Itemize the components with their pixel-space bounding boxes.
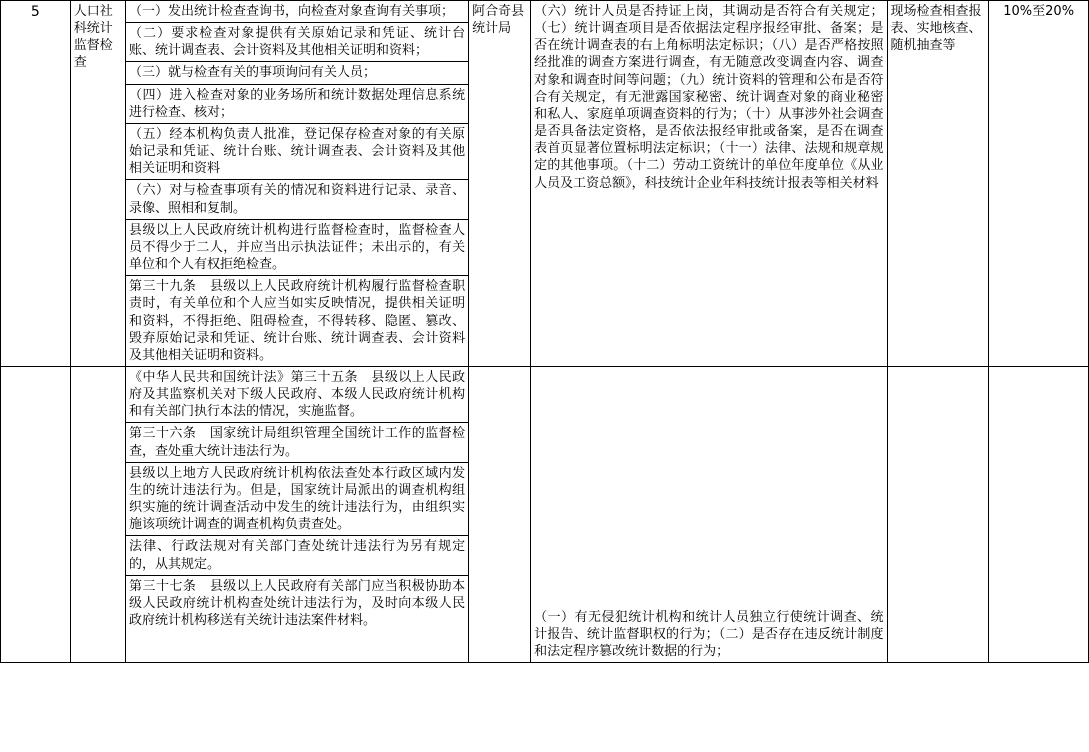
key-points-cell <box>531 1 887 367</box>
list-item: 县级以上地方人民政府统计机构依法查处本行政区域内发生的统计违法行为。但是，国家统计局派出的调查机构组织实施的统计调查活动中发生的统计违法行为，由组织实施该项统计调查的调查机构负责查处。 <box>126 462 468 536</box>
list-item: （六）对与检查事项有关的情况和资料进行记录、录音、录像、照相和复制。 <box>126 180 468 219</box>
authority-cell <box>469 1 531 367</box>
list-item: 县级以上人民政府统计机构进行监督检查时，监督检查人员不得少于二人，并应当出示执法证件；未出示的，有关单位和个人有权拒绝检查。 <box>126 219 468 275</box>
ratio: 10%至20% <box>1003 4 1075 19</box>
measures-list <box>126 367 468 631</box>
row-index: 5 <box>30 4 40 20</box>
authority-cell <box>469 366 531 662</box>
row-index-cell <box>1 366 71 662</box>
ratio-cell <box>989 366 1089 662</box>
item-name-cell <box>70 366 125 662</box>
list-item: 第三十九条 县级以上人民政府统计机构履行监督检查职责时，有关单位和个人应当如实反映情况，提供相关证明和资料，不得拒绝、阻碍检查，不得转移、隐匿、篡改、毁弃原始记录和凭证、统计台账、统计调查表、会计资料及其他相关证明和资料。 <box>129 279 466 363</box>
key-points: （一）有无侵犯统计机构和统计人员独立行使统计调查、统计报告、统计监督职权的行为；（二）是否存在违反统计制度和法定程序篡改统计数据的行为； <box>534 609 884 660</box>
list-item: （五）经本机构负责人批准，登记保存检查对象的有关原始记录和凭证、统计台账、统计调查表、会计资料及其他相关证明和资料 <box>126 123 468 179</box>
list-item: （四）进入检查对象的业务场所和统计数据处理信息系统进行检查、核对； <box>126 84 468 123</box>
list-item: 《中华人民共和国统计法》第三十五条 县级以上人民政府及其监察机关对下级人民政府、本级人民政府统计机构和有关部门执行本法的情况，实施监督。 <box>126 367 468 423</box>
list-item: （一）发出统计检查查询书，向检查对象查询有关事项； <box>126 1 468 23</box>
item-name: 人口社科统计监督检查 <box>73 4 113 71</box>
table-row <box>1 366 1089 662</box>
row-index-cell <box>1 1 71 367</box>
authority: 阿合奇县统计局 <box>472 4 525 37</box>
ratio-cell <box>989 1 1089 367</box>
key-points: （六）统计人员是否持证上岗，其调动是否符合有关规定；（七）统计调查项目是否依据法定程序报经审批、备案；是否在统计调查表的右上角标明法定标识；（八）是否严格按照经批准的调查方案进行调查，有无随意改变调查内容、调查对象和调查时间等问题；（九）统计资料的管理和公布是否符合有关规定，有无泄露国家秘密、统计调查对象的商业秘密和私人、家庭单项调查资料的行为；（十）从事涉外社会调查是否具备法定资格，是否依法报经审批或备案，是否在调查表首页显著位置标明法定标识；（十一）法律、法规和规章规定的其他事项。（十二）劳动工资统计的单位年度单位《从业人员及工资总额》，科技统计企业年科技统计报表等相关材料 <box>534 4 884 191</box>
item-name-cell <box>70 1 125 367</box>
key-points-cell <box>531 366 887 662</box>
list-item: （二）要求检查对象提供有关原始记录和凭证、统计台账、统计调查表、会计资料及其他相关证明和资料； <box>126 23 468 62</box>
measures-cell <box>126 1 469 367</box>
measures-list <box>126 1 468 366</box>
list-item: 第三十七条 县级以上人民政府有关部门应当积极协助本级人民政府统计机构查处统计违法行为，及时向本级人民政府统计机构移送有关统计违法案件材料。 <box>129 578 466 628</box>
authority <box>469 367 530 371</box>
item-name <box>71 367 125 371</box>
list-item: （三）就与检查有关的事项询问有关人员； <box>126 62 468 84</box>
list-item: 法律、行政法规对有关部门查处统计违法行为另有规定的，从其规定。 <box>126 536 468 575</box>
method-cell <box>887 366 989 662</box>
row-index <box>1 367 70 371</box>
method-cell <box>887 1 989 367</box>
measures-cell <box>126 366 469 662</box>
ratio <box>989 367 1088 371</box>
method <box>888 367 989 371</box>
table-row <box>1 1 1089 367</box>
method: 现场检查相查报表、实地核查、随机抽查等 <box>890 4 982 54</box>
list-item: 第三十六条 国家统计局组织管理全国统计工作的监督检查，查处重大统计违法行为。 <box>126 423 468 462</box>
